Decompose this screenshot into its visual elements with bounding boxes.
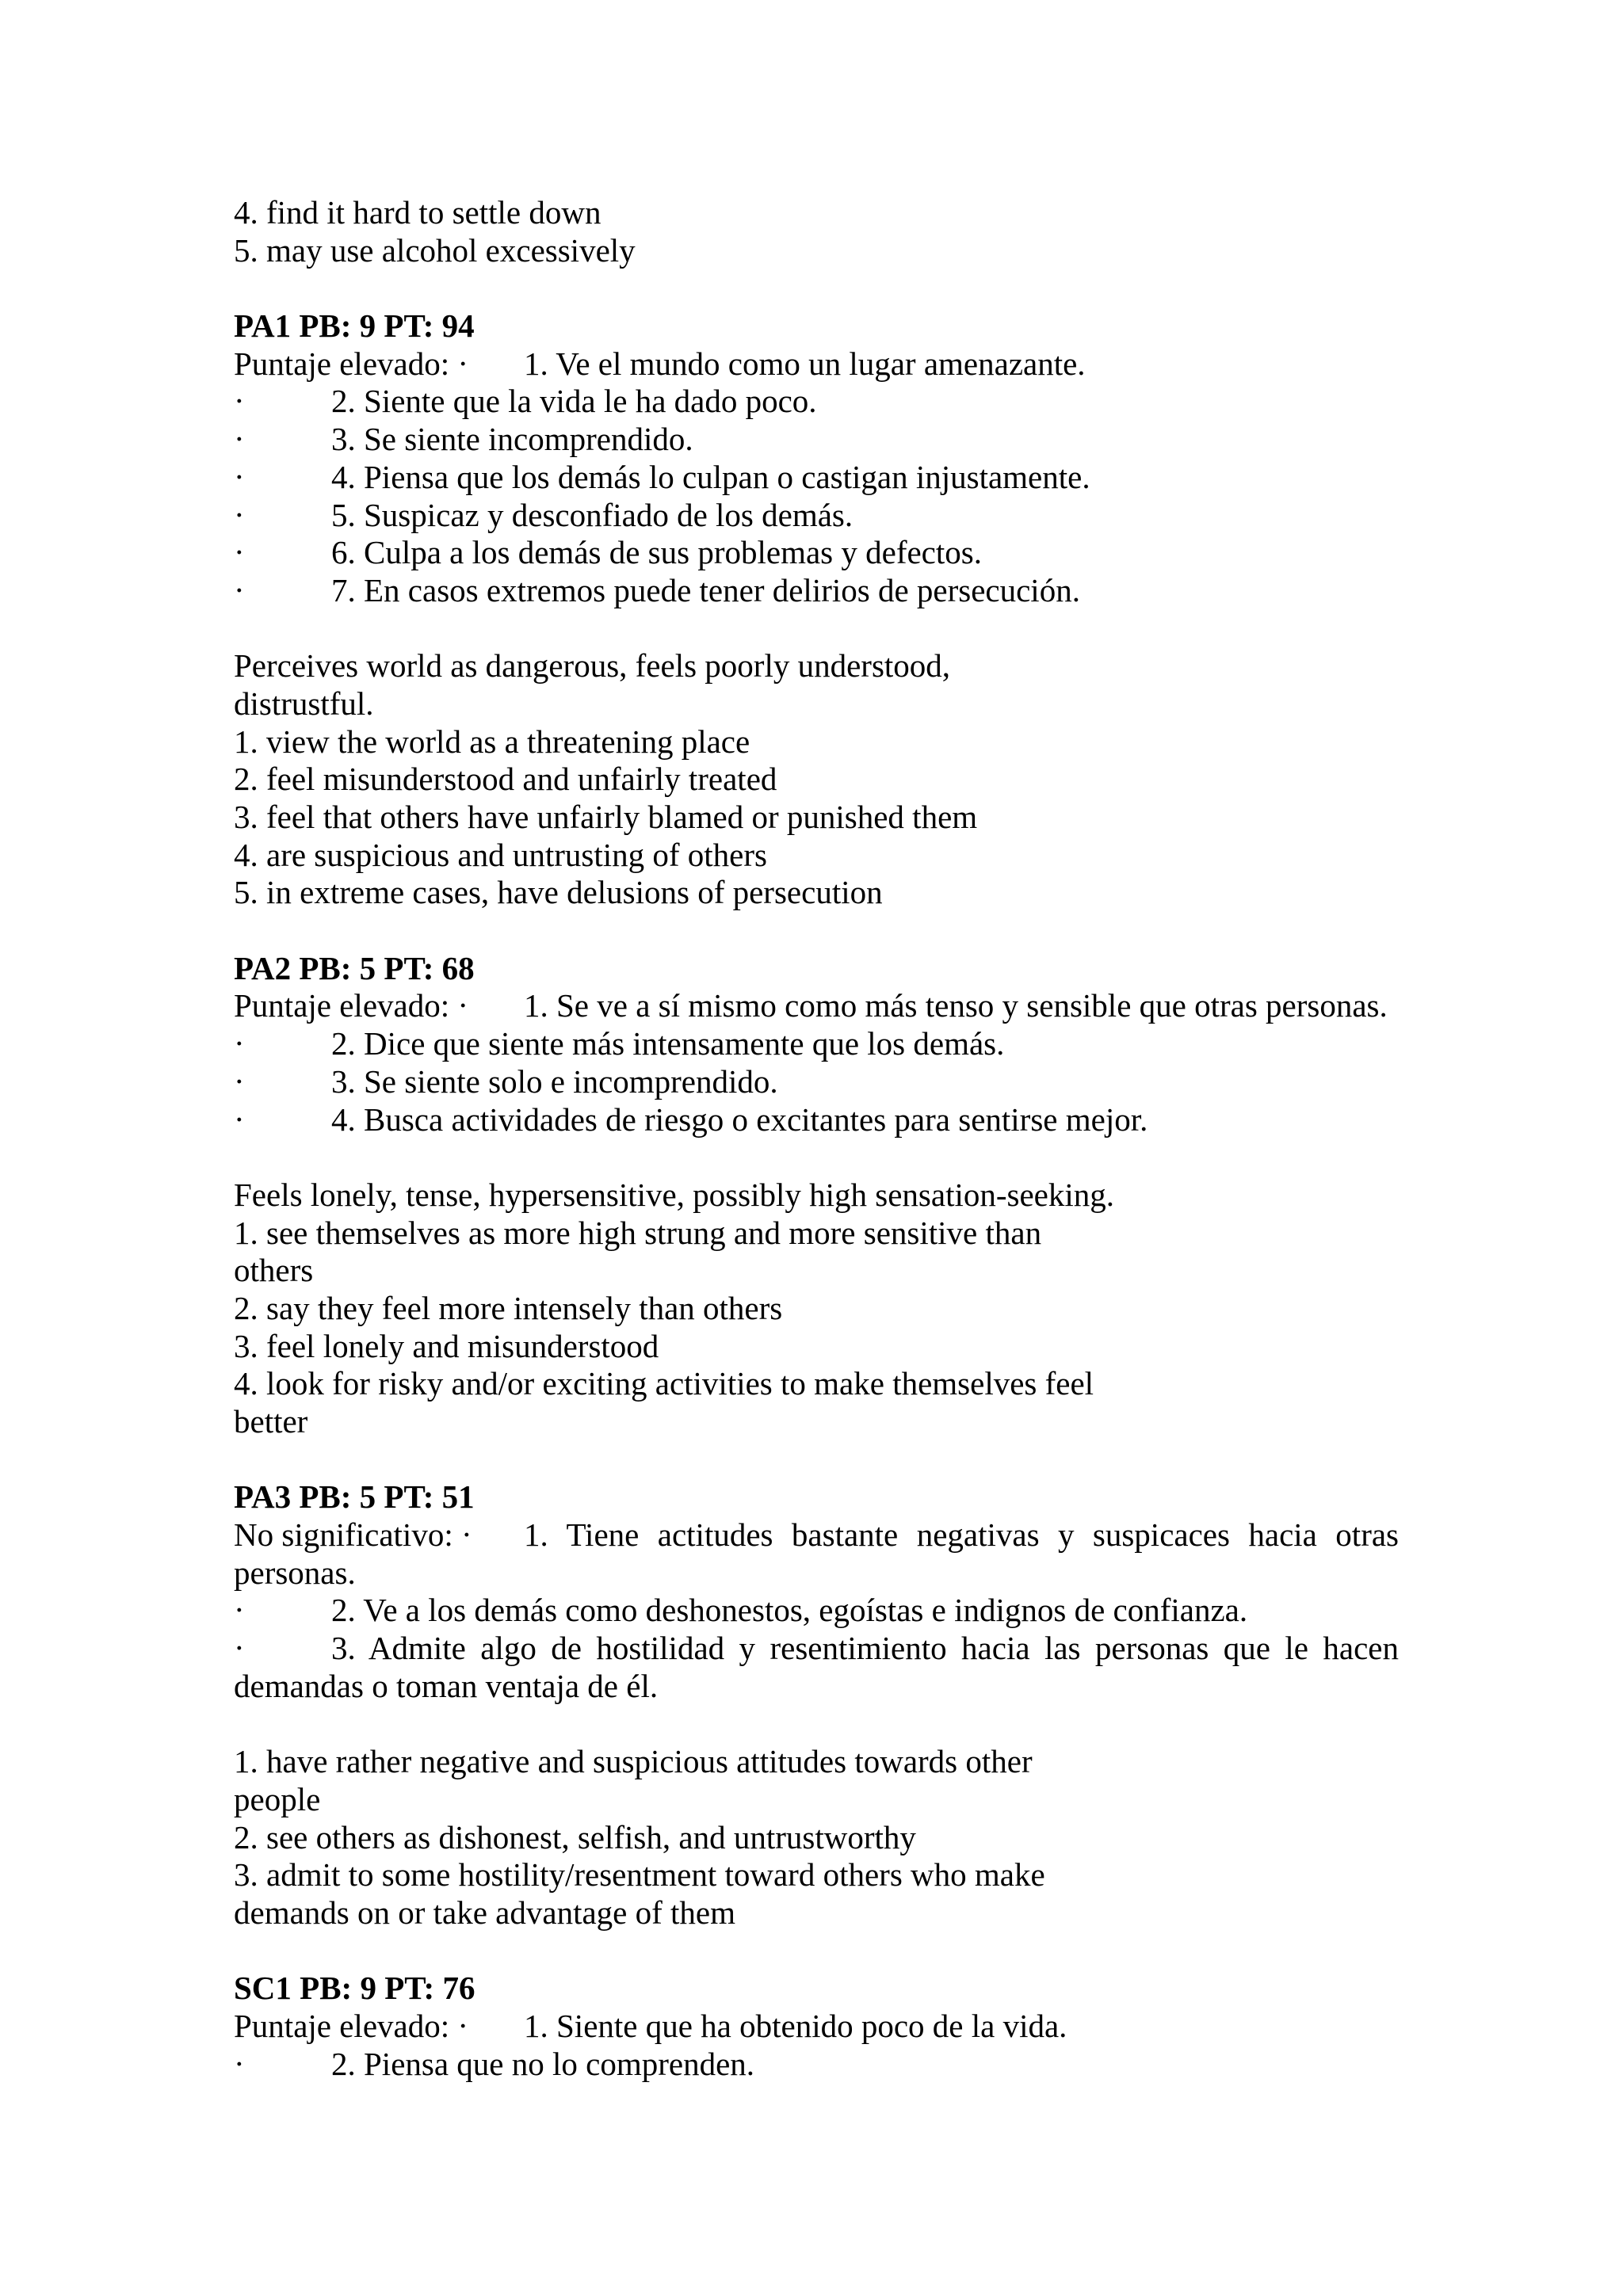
continuation-line: demandas o toman ventaja de él. — [234, 1667, 659, 1704]
score-label: No significativo: · — [234, 1516, 472, 1554]
score-label: Puntaje elevado: · — [234, 2008, 469, 2044]
item-text: 2. Piensa que no lo comprenden. — [331, 2045, 755, 2082]
score-label: Puntaje elevado: · — [234, 345, 469, 382]
list-item: 1. see themselves as more high strung and more sensitive than — [234, 1214, 1042, 1251]
score-line — [234, 987, 1399, 1025]
list-item: 1. view the world as a threatening place — [234, 723, 750, 760]
bullet: · — [234, 571, 245, 608]
spacer — [234, 1138, 1399, 1177]
summary-line: Feels lonely, tense, hypersensitive, possibly high sensation-seeking. — [234, 1176, 1115, 1213]
item-text: 1. Se ve a sí mismo como más tenso y sensible que otras personas. — [524, 987, 1388, 1024]
list-item: 3. admit to some hostility/resentment toward others who make — [234, 1856, 1045, 1894]
bullet-line — [234, 1592, 1399, 1630]
bullet: · — [234, 458, 245, 495]
section-heading: PA3 PB: 5 PT: 51 — [234, 1478, 475, 1516]
list-item: 2. say they feel more intensely than others — [234, 1289, 783, 1326]
bullet: · — [234, 383, 245, 420]
list-item: 3. feel lonely and misunderstood — [234, 1327, 659, 1364]
item-text: 1. Tiene actitudes bastante negativas y suspicaces hacia otras — [524, 1516, 1399, 1554]
continuation-line: personas. — [234, 1554, 356, 1591]
item-text: 5. Suspicaz y desconfiado de los demás. — [331, 496, 854, 533]
list-item: 4. look for risky and/or exciting activities to make themselves feel — [234, 1365, 1094, 1402]
bullet-line — [234, 1630, 1399, 1668]
bullet-line — [234, 421, 1399, 459]
bullet-line — [234, 497, 1399, 535]
list-item: 2. see others as dishonest, selfish, and untrustworthy — [234, 1818, 916, 1855]
summary-line: distrustful. — [234, 685, 374, 722]
bullet: · — [234, 1592, 245, 1629]
bullet-line — [234, 1063, 1399, 1101]
bullet-line — [234, 459, 1399, 497]
bullet: · — [234, 496, 245, 533]
list-item: demands on or take advantage of them — [234, 1894, 735, 1931]
score-line — [234, 345, 1399, 383]
spacer — [234, 610, 1399, 648]
bullet: · — [234, 2045, 245, 2082]
list-item: 4. are suspicious and untrusting of others — [234, 836, 767, 873]
spacer — [234, 1441, 1399, 1479]
bullet-line — [234, 2046, 1399, 2084]
item-text: 2. Ve a los demás como deshonestos, egoístas e indignos de confianza. — [331, 1592, 1248, 1629]
item-text: 7. En casos extremos puede tener delirios de persecución. — [331, 571, 1080, 608]
list-item: 1. have rather negative and suspicious attitudes towards other — [234, 1743, 1033, 1780]
bullet: · — [234, 1025, 245, 1062]
item-text: 4. Piensa que los demás lo culpan o castigan injustamente. — [331, 458, 1090, 495]
item-text: 6. Culpa a los demás de sus problemas y defectos. — [331, 534, 982, 571]
bullet-line — [234, 572, 1399, 610]
list-item: 3. feel that others have unfairly blamed or punished them — [234, 799, 978, 835]
bullet: · — [234, 534, 245, 571]
list-item: better — [234, 1403, 308, 1440]
score-line — [234, 1516, 1399, 1554]
list-item: 5. in extreme cases, have delusions of persecution — [234, 874, 883, 911]
summary-line: Perceives world as dangerous, feels poorly understood, — [234, 647, 951, 685]
item-text: 4. Busca actividades de riesgo o excitantes para sentirse mejor. — [331, 1100, 1148, 1138]
score-line — [234, 2008, 1399, 2046]
spacer — [234, 1706, 1399, 1744]
item-text: 3. Se siente solo e incomprendido. — [331, 1062, 778, 1100]
bullet: · — [234, 1062, 245, 1100]
list-item: people — [234, 1780, 321, 1817]
list-item: others — [234, 1252, 314, 1289]
spacer — [234, 912, 1399, 950]
section-heading: PA1 PB: 9 PT: 94 — [234, 307, 475, 345]
item-text: 2. Dice que siente más intensamente que los demás. — [331, 1025, 1005, 1062]
section-heading: PA2 PB: 5 PT: 68 — [234, 949, 475, 986]
bullet-line — [234, 1101, 1399, 1139]
item-text: 3. Se siente incomprendido. — [331, 421, 693, 458]
bullet-line — [234, 1025, 1399, 1063]
item-text: 1. Ve el mundo como un lugar amenazante. — [524, 345, 1086, 382]
document-body — [234, 194, 1399, 2083]
section-heading: SC1 PB: 9 PT: 76 — [234, 1970, 475, 2007]
bullet: · — [234, 421, 245, 458]
item-text: 1. Siente que ha obtenido poco de la vida. — [524, 2008, 1067, 2044]
bullet-line — [234, 383, 1399, 421]
list-item: 2. feel misunderstood and unfairly treated — [234, 761, 777, 798]
list-item: 5. may use alcohol excessively — [234, 231, 636, 269]
bullet: · — [234, 1100, 245, 1138]
bullet-line — [234, 534, 1399, 572]
spacer — [234, 269, 1399, 307]
spacer — [234, 1932, 1399, 1970]
bullet: · — [234, 1630, 245, 1667]
item-text: 2. Siente que la vida le ha dado poco. — [331, 383, 817, 420]
item-text: 3. Admite algo de hostilidad y resentimiento hacia las personas que le hacen — [331, 1630, 1399, 1667]
score-label: Puntaje elevado: · — [234, 987, 469, 1024]
list-item: 4. find it hard to settle down — [234, 194, 601, 231]
